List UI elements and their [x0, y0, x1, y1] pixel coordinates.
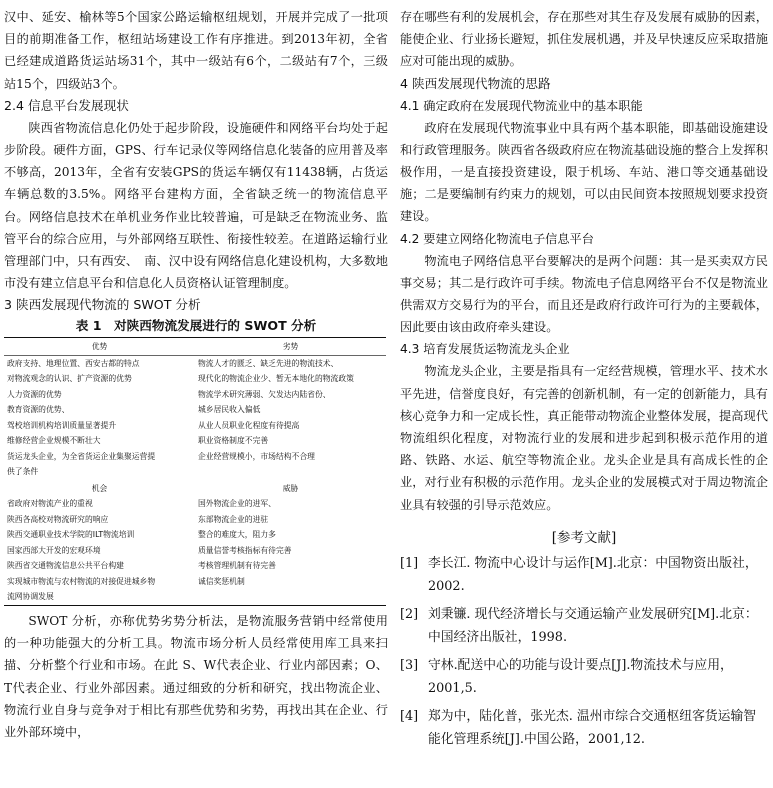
- swot-table: [4, 337, 386, 606]
- references-heading: [参考文献]: [551, 529, 617, 546]
- threat-item: 考核管理机制有待完善: [198, 561, 276, 571]
- threat-item: 国外物流企业的进军、: [198, 499, 276, 509]
- strength-item: 对物流观念的认识、扩产资源的优势: [7, 374, 132, 384]
- section-4-1-body: 政府在发展现代物流事业中具有两个基本职能，即基础设施建设和行政管理服务。陕西省各级政府应在物流基础设施的整合上发挥积极作用，一是直接投资建设，限于机场、车站、港口等交通基础设施；二是要编制有约束力的规划，可以由民间资本按照规划要求投资建设。: [400, 120, 768, 224]
- reference-item: [400, 705, 768, 752]
- weakness-item: 从业人员职业化程度有待提高: [198, 420, 300, 430]
- threat-item: 质量信誉考核指标有待完善: [198, 545, 292, 555]
- threat-item: 诚信奖惩机制: [198, 576, 245, 586]
- opportunity-item: 国家西部大开发的宏观环境: [7, 545, 101, 555]
- threat-header: 威胁: [282, 483, 299, 493]
- opportunity-item: 流网协调发展: [7, 592, 54, 602]
- strength-item: 驾校培训机构培训质量显著提升: [7, 420, 117, 430]
- references-list: [400, 552, 768, 752]
- strength-item: 教育资源的优势、: [7, 405, 70, 415]
- reference-item: [400, 603, 768, 650]
- strength-header: 优势: [4, 338, 195, 356]
- right-column: [400, 6, 768, 756]
- opportunity-item: 陕西各高校对物流研究的响应: [7, 514, 109, 524]
- threats-list: [198, 496, 383, 589]
- threat-item: 东部物流企业的进驻: [198, 514, 269, 524]
- weakness-header: 劣势: [195, 338, 386, 356]
- weaknesses-list: [198, 356, 383, 465]
- section-4-2-body: 物流电子网络信息平台要解决的是两个问题：其一是买卖双方民事交易；其二是行政许可手续。物流电子信息网络平台不仅是物流业供需双方交易行为的平台，而且还是政府行政许可行为的主要载体，因此要由该由政府牵头建设。: [400, 253, 768, 335]
- opportunity-item: 陕西省交通物流信息公共平台构建: [7, 561, 124, 571]
- reference-text: 李长江. 物流中心设计与运作[M].北京：中国物资出版社，2002.: [428, 555, 758, 595]
- continue-paragraph: 存在哪些有利的发展机会，存在那些对其生存及发展有威胁的因素，能使企业、行业扬长避短，抓住发展机遇，并及早快速反应采取措施应对可能出现的威胁。: [400, 10, 768, 69]
- reference-number: [1]: [400, 555, 419, 571]
- strength-item: 政府支持、地理位置、西安古都的特点: [7, 358, 140, 368]
- opportunities-list: [7, 496, 192, 605]
- section-4-3-body: 物流龙头企业，主要是指具有一定经营规模，管理水平、技术水平先进，信誉度良好，有完善的创新机制，有一定的创新能力，具有核心竞争力和一定成长性，真正能带动物流企业整体发展，提高现代物流组织化程度，对物流行业的发展和进步起到积极示范作用的道路、铁路、水运、航空等物流企业。龙头企业是具有高成长性的企业，对行业有积极的示范作用。龙头企业的发展模式对于周边物流企业具有较强的引导示范效应。: [400, 364, 768, 512]
- reference-item: [400, 654, 768, 701]
- strengths-list: [7, 356, 192, 480]
- intro-paragraph: 汉中、延安、榆林等5个国家公路运输枢纽规划，开展并完成了一批项目的前期准备工作，枢纽站场建设工作有序推进。到2013年初，全省已经建成道路货运站场31个，其中一级站有6个，二级站有7个，三级站15个，四级站3个。: [4, 10, 388, 91]
- reference-number: [3]: [400, 657, 419, 673]
- section-2-4-body: 陕西省物流信息化仍处于起步阶段，设施硬件和网络平台均处于起步阶段。硬件方面，GPS、行车记录仪等网络信息化装备的应用普及率不够高，2013年，全省有安装GPS的货运车辆仅有11438辆，占货运车辆总数的3.5%。网络平台建构方面，全省缺乏统一的物流信息平台。网络信息技术在单机业务作业比较普遍，可是缺乏在物流业务、监管平台的综合应用，与外部网络互联性、衔接性较差。在道路运输行业管理部门中，只有西安、 南、汉中设有网络信息化建设机构，大多数地市没有建立信息平台和信息化人员资格认证管理制度。: [4, 120, 388, 291]
- section-3-heading: 3 陕西发展现代物流的 SWOT 分析: [4, 297, 201, 313]
- strength-item: 供了条件: [7, 467, 39, 477]
- section-4-2-heading: 4.2 要建立网络化物流电子信息平台: [400, 231, 594, 246]
- reference-item: [400, 552, 768, 599]
- reference-text: 郑为中，陆化普，张光杰. 温州市综合交通枢纽客货运输智能化管理系统[J].中国公路，2001,12.: [428, 708, 757, 748]
- threat-item: 整合的难度大，阻力多: [198, 530, 276, 540]
- strength-item: 货运龙头企业，为全省货运企业集聚运营提: [7, 451, 156, 461]
- reference-number: [2]: [400, 606, 419, 622]
- strength-item: 维修经营企业规模不断壮大: [7, 436, 101, 446]
- opportunity-item: 实现城市物流与农村物流的对接促进城乡物: [7, 576, 156, 586]
- reference-text: 刘秉镰. 现代经济增长与交通运输产业发展研究[M].北京：中国经济出版社，1998.: [428, 606, 758, 646]
- weakness-item: 城乡居民收入偏低: [198, 405, 261, 415]
- left-column: [4, 6, 388, 743]
- opportunity-item: 陕西交通职业技术学院的ILT物流培训: [7, 530, 135, 540]
- opportunity-header: 机会: [91, 483, 108, 493]
- section-2-4-heading: 2.4 信息平台发展现状: [4, 97, 129, 113]
- threats-cell: [195, 496, 386, 605]
- weakness-item: 物流学术研究薄弱、欠发达内陆省份、: [198, 389, 331, 399]
- weaknesses-cell: [195, 355, 386, 480]
- swot-paragraph: SWOT 分析，亦称优势劣势分析法，是物流服务营销中经常使用的一种功能强大的分析工具。物流市场分析人员经常使用库工具来扫描、分析整个行业和市场。在此 S、W代表企业、行业内部因素；O、T代表企业、行业外部因素。通过细致的分析和研究，找出物流企业、物流行业自身与竞争对于相比有那些优势和劣势，再找出其在企业、行业外部环境中，: [4, 613, 388, 739]
- strengths-cell: [4, 355, 195, 480]
- weakness-item: 职业资格制度不完善: [198, 436, 269, 446]
- opportunities-cell: [4, 496, 195, 605]
- section-4-heading: 4 陕西发展现代物流的思路: [400, 75, 551, 91]
- reference-text: 守林.配送中心的功能与设计要点[J].物流技术与应用，2001,5.: [428, 657, 733, 697]
- section-4-3-heading: 4.3 培育发展货运物流龙头企业: [400, 342, 570, 357]
- section-4-1-heading: 4.1 确定政府在发展现代物流业中的基本职能: [400, 98, 643, 113]
- reference-number: [4]: [400, 708, 419, 724]
- weakness-item: 物流人才的匮乏、缺乏先进的物流技术、: [198, 358, 339, 368]
- table-caption: 表 1 对陕西物流发展进行的 SWOT 分析: [75, 318, 317, 334]
- weakness-item: 现代化的物流企业少、暂无本地化的物流政策: [198, 374, 354, 384]
- opportunity-item: 省政府对物流产业的重视: [7, 499, 93, 509]
- strength-item: 人力资源的优势: [7, 389, 62, 399]
- weakness-item: 企业经营规模小，市场结构不合理: [198, 451, 315, 461]
